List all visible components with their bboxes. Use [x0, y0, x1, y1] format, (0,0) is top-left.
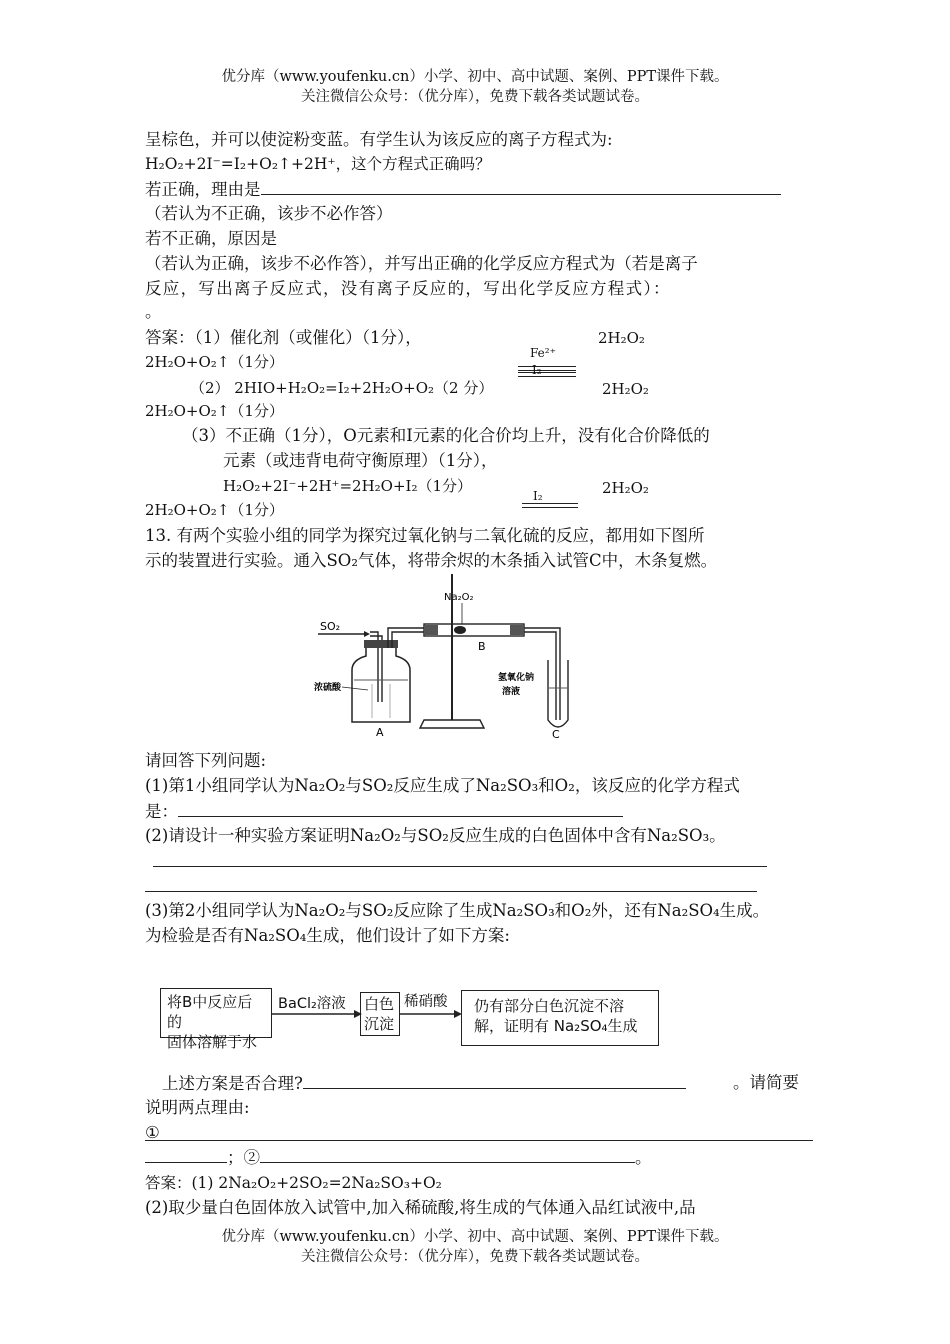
reaction-arrow — [518, 366, 576, 371]
label-b: B — [478, 640, 486, 653]
stopper — [364, 640, 398, 648]
answer-blank[interactable] — [303, 1072, 686, 1089]
acid-label: 浓硫酸 — [314, 683, 342, 693]
q13-intro-1: 13. 有两个实验小组的同学为探究过氧化钠与二氧化硫的反应，都用如下图所 — [145, 526, 705, 545]
naoh-label-2: 溶液 — [502, 687, 521, 697]
q13-reason-c: 说明两点理由: — [145, 1098, 250, 1117]
q13-part-1: (1)第1小组同学认为Na₂O₂与SO₂反应生成了Na₂SO₃和O₂，该反应的化学方程式 — [145, 776, 740, 795]
q12-line-5: 若不正确，原因是 — [145, 229, 277, 248]
answer-blank[interactable] — [145, 891, 757, 892]
q13-answer-1: 答案：(1) 2Na₂O₂+2SO₂=2Na₂SO₃+O₂ — [145, 1174, 442, 1192]
answer-blank[interactable] — [260, 1146, 635, 1163]
q12-answer-1: 答案：（1）催化剂（或催化）（1分）， — [145, 328, 422, 347]
reason-2-mark: ② — [243, 1148, 260, 1167]
catalyst-fe: Fe²⁺ — [530, 346, 556, 360]
flow-box-2-line-2: 沉淀 — [364, 1015, 395, 1033]
flow-box-2-line-1: 白色 — [364, 995, 395, 1013]
q12-line-8: 。 — [145, 302, 162, 321]
q12-answer-2-lhs: 2H₂O₂ — [602, 380, 649, 398]
flow-box-1-line-2: 固体溶解于水 — [167, 1033, 258, 1051]
q13-part-3b: 为检验是否有Na₂SO₄生成，他们设计了如下方案: — [145, 926, 510, 945]
label-c: C — [552, 728, 560, 740]
footer-line-2: 关注微信公众号：（优分库），免费下载各类试题试卷。 — [301, 1249, 649, 1265]
q12-equation: H₂O₂+2I⁻=I₂+O₂↑+2H⁺，这个方程式正确吗？ — [145, 155, 491, 173]
answer-blank[interactable] — [145, 1140, 813, 1141]
naoh-label-1: 氢氧化钠 — [498, 673, 535, 683]
q13-reason-b: 。请简要 — [733, 1073, 799, 1092]
q12-answer-3-lhs: 2H₂O₂ — [602, 479, 649, 497]
flow-box-1 — [160, 988, 272, 1051]
q13-reason-a-label: 上述方案是否合理? — [162, 1074, 303, 1093]
reaction-tube — [424, 624, 524, 636]
reaction-arrow — [518, 372, 576, 377]
q13-part-2: (2)请设计一种实验方案证明Na₂O₂与SO₂反应生成的白色固体中含有Na₂SO₃。 — [145, 826, 726, 845]
q13-prompt: 请回答下列问题: — [145, 751, 267, 770]
catalyst-i2: I₂ — [533, 489, 543, 503]
test-tube — [548, 660, 568, 727]
label-a: A — [376, 726, 384, 739]
so2-label: SO₂ — [320, 620, 341, 633]
q12-answer-1-lhs: 2H₂O₂ — [598, 329, 645, 347]
q12-line-4: （若认为不正确，该步不必作答） — [145, 204, 393, 223]
q13-reason-a — [162, 1072, 686, 1095]
catalyst-i2: I₂ — [532, 363, 542, 377]
q13-part-1b — [145, 800, 623, 823]
q13-part-3a: (3)第2小组同学认为Na₂O₂与SO₂反应除了生成Na₂SO₃和O₂外，还有Na₂SO₄生成。 — [145, 901, 770, 920]
header-line-1: 优分库（www.youfenku.cn）小学、初中、高中试题、案例、PPT课件下载。 — [221, 69, 729, 85]
footer-line-1: 优分库（www.youfenku.cn）小学、初中、高中试题、案例、PPT课件下载。 — [221, 1229, 729, 1245]
wash-bottle — [352, 648, 410, 722]
q12-line-7: 反应，写出离子反应式，没有离子反应的，写出化学反应方程式）： — [145, 279, 671, 298]
q13-intro-2: 示的装置进行实验。通入SO₂气体，将带余烬的木条插入试管C中，木条复燃。 — [145, 551, 718, 570]
apparatus-diagram — [312, 570, 592, 740]
q12-if-correct-label: 若正确，理由是 — [145, 180, 261, 199]
q12-if-correct — [145, 178, 781, 201]
q12-answer-3-rhs: 2H₂O+O₂↑（1分） — [145, 501, 284, 519]
q12-answer-1-rhs: 2H₂O+O₂↑（1分） — [145, 353, 284, 371]
flow-box-2 — [360, 992, 400, 1036]
semicolon: ； — [227, 1148, 244, 1167]
header-line-2: 关注微信公众号：（优分库），免费下载各类试题试卷。 — [301, 89, 649, 105]
q13-part-1b-label: 是： — [145, 802, 178, 821]
q12-answer-2-rhs: 2H₂O+O₂↑（1分） — [145, 402, 284, 420]
flow-arrow-1-label: BaCl₂溶液 — [278, 996, 346, 1012]
flow-box-3 — [461, 990, 659, 1046]
q13-reason-line — [145, 1146, 652, 1169]
na2o2-label: Na₂O₂ — [444, 592, 474, 603]
answer-blank[interactable] — [261, 178, 781, 195]
q12-answer-2: （2） 2HIO+H₂O₂=I₂+2H₂O+O₂（2 分） — [190, 379, 494, 397]
q12-answer-3a: （3）不正确（1分），O元素和I元素的化合价均上升，没有化合价降低的 — [182, 426, 710, 445]
stand-base — [420, 720, 484, 728]
reaction-arrow — [522, 503, 578, 508]
flow-arrow-2-label: 稀硝酸 — [404, 994, 448, 1010]
flow-box-1-line-1: 将B中反应后的 — [167, 993, 253, 1031]
q12-line-6: （若认为正确，该步不必作答），并写出正确的化学反应方程式为（若是离子 — [145, 254, 698, 273]
q12-answer-3b: 元素（或违背电荷守衡原理）（1分）， — [223, 451, 498, 470]
answer-blank[interactable] — [153, 866, 767, 867]
flow-box-3-line-1: 仍有部分白色沉淀不溶 — [474, 997, 625, 1015]
reason-1-mark: ① — [145, 1123, 160, 1142]
q13-answer-2: (2)取少量白色固体放入试管中,加入稀硫酸,将生成的气体通入品红试液中,品 — [145, 1198, 696, 1217]
flow-arrow-2 — [400, 1008, 462, 1020]
flow-arrow-1 — [272, 1008, 362, 1020]
q12-line-1: 呈棕色，并可以使淀粉变蓝。有学生认为该反应的离子方程式为: — [145, 130, 613, 149]
q12-answer-3c: H₂O₂+2I⁻+2H⁺=2H₂O+I₂（1分） — [223, 477, 473, 495]
answer-blank[interactable] — [178, 800, 623, 817]
answer-blank[interactable] — [145, 1146, 227, 1163]
flow-box-3-line-2: 解，证明有 Na₂SO₄生成 — [474, 1017, 638, 1035]
end-mark: 。 — [635, 1148, 652, 1167]
